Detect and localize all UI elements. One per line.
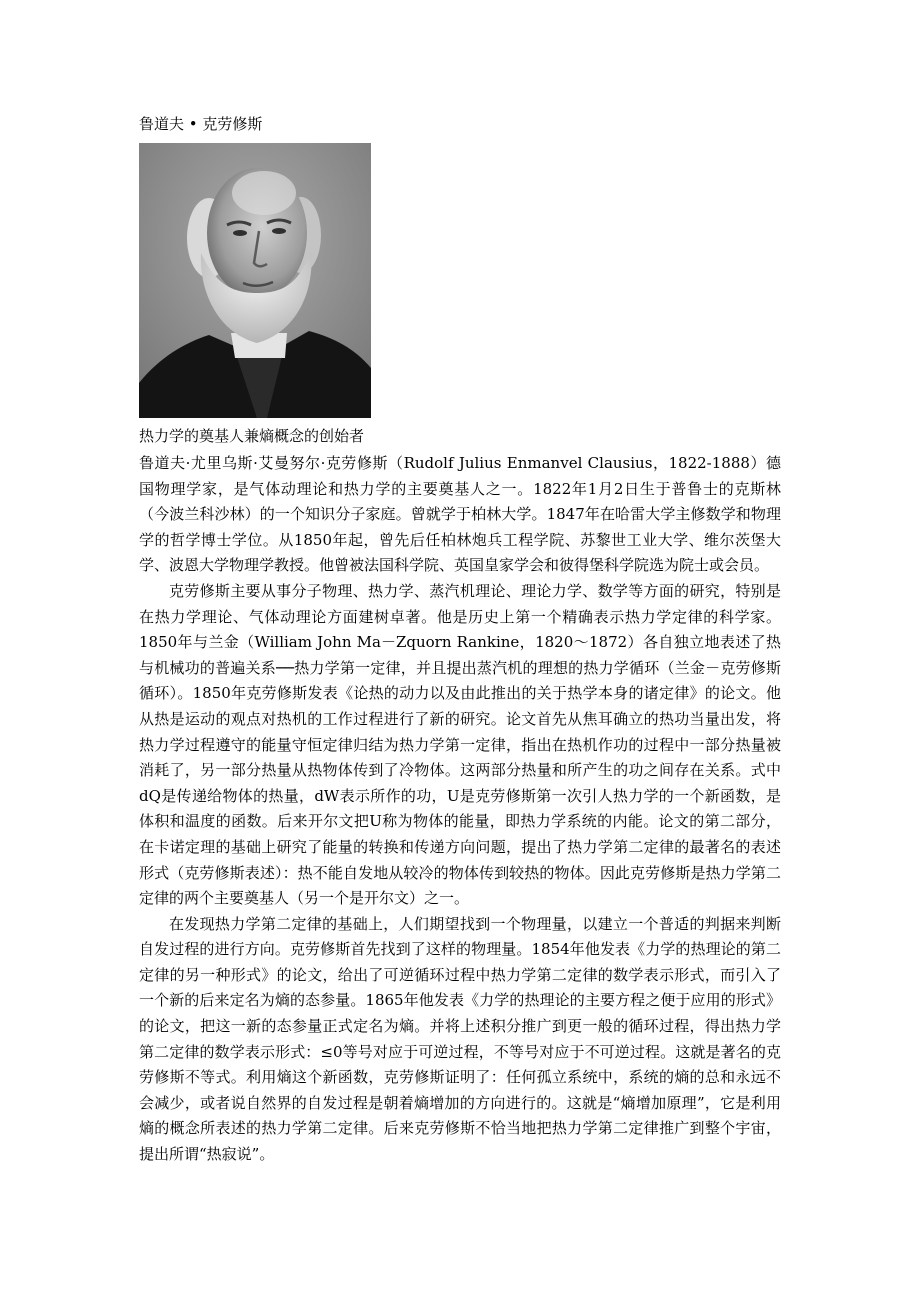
article-body <box>139 451 781 1168</box>
paragraph-research: 克劳修斯主要从事分子物理、热力学、蒸汽机理论、理论力学、数学等方面的研究，特别是在热力学理论、气体动理论方面建树卓著。他是历史上第一个精确表示热力学定律的科学家。1850年与兰金（William John Ma－Zquorn Rankine，1820～1872）各自独立地表述了热与机械功的普遍关系──热力学第一定律，并且提出蒸汽机的理想的热力学循环（兰金－克劳修斯循环）。1850年克劳修斯发表《论热的动力以及由此推出的关于热学本身的诸定律》的论文。他从热是运动的观点对热机的工作过程进行了新的研究。论文首先从焦耳确立的热功当量出发，将热力学过程遵守的能量守恒定律归结为热力学第一定律，指出在热机作功的过程中一部分热量被消耗了，另一部分热量从热物体传到了冷物体。这两部分热量和所产生的功之间存在关系。式中dQ是传递给物体的热量，dW表示所作的功，U是克劳修斯第一次引人热力学的一个新函数，是体积和温度的函数。后来开尔文把U称为物体的能量，即热力学系统的内能。论文的第二部分，在卡诺定理的基础上研究了能量的转换和传递方向问题，提出了热力学第二定律的最著名的表述形式（克劳修斯表述）：热不能自发地从较冷的物体传到较热的物体。因此克劳修斯是热力学第二定律的两个主要奠基人（另一个是开尔文）之一。 <box>139 581 781 908</box>
paragraph-entropy: 在发现热力学第二定律的基础上，人们期望找到一个物理量，以建立一个普适的判据来判断自发过程的进行方向。克劳修斯首先找到了这样的物理量。1854年他发表《力学的热理论的第二定律的另一种形式》的论文，给出了可逆循环过程中热力学第二定律的数学表示形式，而引入了一个新的后来定名为熵的态参量。1865年他发表《力学的热理论的主要方程之便于应用的形式》的论文，把这一新的态参量正式定名为熵。并将上述积分推广到更一般的循环过程，得出热力学第二定律的数学表示形式：≤0等号对应于可逆过程，不等号对应于不可逆过程。这就是著名的克劳修斯不等式。利用熵这个新函数，克劳修斯证明了：任何孤立系统中，系统的熵的总和永远不会减少，或者说自然界的自发过程是朝着熵增加的方向进行的。这就是“熵增加原理”，它是利用熵的概念所表述的热力学第二定律。后来克劳修斯不恰当地把热力学第二定律推广到整个宇宙，提出所谓“热寂说”。 <box>139 914 781 1164</box>
document-heading: 鲁道夫 • 克劳修斯 <box>139 115 263 133</box>
paragraph-biography: 鲁道夫·尤里乌斯·艾曼努尔·克劳修斯（Rudolf Julius Enmanvel Clausius，1822-1888）德国物理学家，是气体动理论和热力学的主要奠基人之一。1822年1月2日生于普鲁士的克斯林（今波兰科沙林）的一个知识分子家庭。曾就学于柏林大学。1847年在哈雷大学主修数学和物理学的哲学博士学位。从1850年起，曾先后任柏林炮兵工程学院、苏黎世工业大学、维尔茨堡大学、波恩大学物理学教授。他曾被法国科学院、英国皇家学会和彼得堡科学院选为院士或会员。 <box>139 454 781 575</box>
portrait-caption: 热力学的奠基人兼熵概念的创始者 <box>139 427 365 445</box>
portrait-image <box>139 143 371 418</box>
portrait-photo <box>139 143 371 418</box>
